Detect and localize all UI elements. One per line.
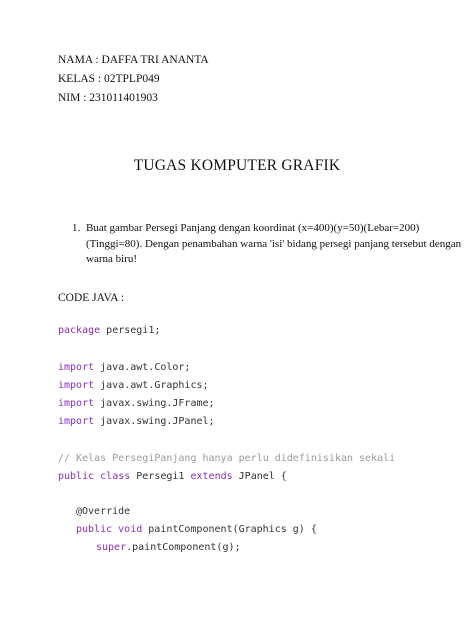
code-text: java.awt.Graphics; bbox=[94, 380, 209, 391]
code-keyword: package bbox=[58, 325, 101, 336]
code-text: javax.swing.JFrame; bbox=[94, 398, 215, 409]
code-text: paintComponent(Graphics g) { bbox=[142, 524, 317, 535]
task-number: 1. bbox=[72, 222, 81, 234]
code-keyword: import bbox=[58, 416, 95, 427]
code-line-super bbox=[96, 542, 241, 553]
task-text-line: (Tinggi=80). Dengan penambahan warna 'isi' bidang persegi panjang tersebut dengan bbox=[86, 238, 462, 250]
code-label: CODE JAVA : bbox=[58, 292, 125, 304]
task-text-line: Buat gambar Persegi Panjang dengan koordinat (x=400)(y=50)(Lebar=200) bbox=[86, 222, 420, 234]
code-keyword: import bbox=[58, 398, 95, 409]
code-keyword: class bbox=[100, 471, 131, 482]
code-text: java.awt.Color; bbox=[94, 362, 191, 373]
code-line-import bbox=[58, 416, 215, 427]
code-line-package bbox=[58, 325, 160, 336]
code-keyword: public bbox=[76, 524, 113, 535]
code-comment: // Kelas PersegiPanjang hanya perlu didefinisikan sekali bbox=[58, 453, 396, 464]
code-keyword: import bbox=[58, 362, 95, 373]
code-text: Persegi1 bbox=[130, 471, 191, 482]
code-text: javax.swing.JPanel; bbox=[94, 416, 215, 427]
code-keyword: extends bbox=[190, 471, 233, 482]
code-line-method bbox=[76, 524, 317, 535]
code-keyword: void bbox=[118, 524, 143, 535]
code-text: persegi1; bbox=[100, 325, 161, 336]
student-class: KELAS : 02TPLP049 bbox=[58, 73, 160, 85]
code-text: .paintComponent(g); bbox=[126, 542, 241, 553]
code-line-import bbox=[58, 380, 209, 391]
task-text-line: warna biru! bbox=[86, 253, 138, 265]
code-keyword: public bbox=[58, 471, 95, 482]
code-keyword: super bbox=[96, 542, 127, 553]
code-keyword: import bbox=[58, 380, 95, 391]
code-line-import bbox=[58, 398, 215, 409]
code-line-class bbox=[58, 471, 287, 482]
student-name: NAMA : DAFFA TRI ANANTA bbox=[58, 54, 209, 66]
document-title: TUGAS KOMPUTER GRAFIK bbox=[133, 157, 341, 174]
code-line-import bbox=[58, 362, 190, 373]
code-annotation: @Override bbox=[76, 506, 131, 517]
code-text: JPanel { bbox=[232, 471, 287, 482]
student-nim: NIM : 231011401903 bbox=[58, 92, 158, 104]
